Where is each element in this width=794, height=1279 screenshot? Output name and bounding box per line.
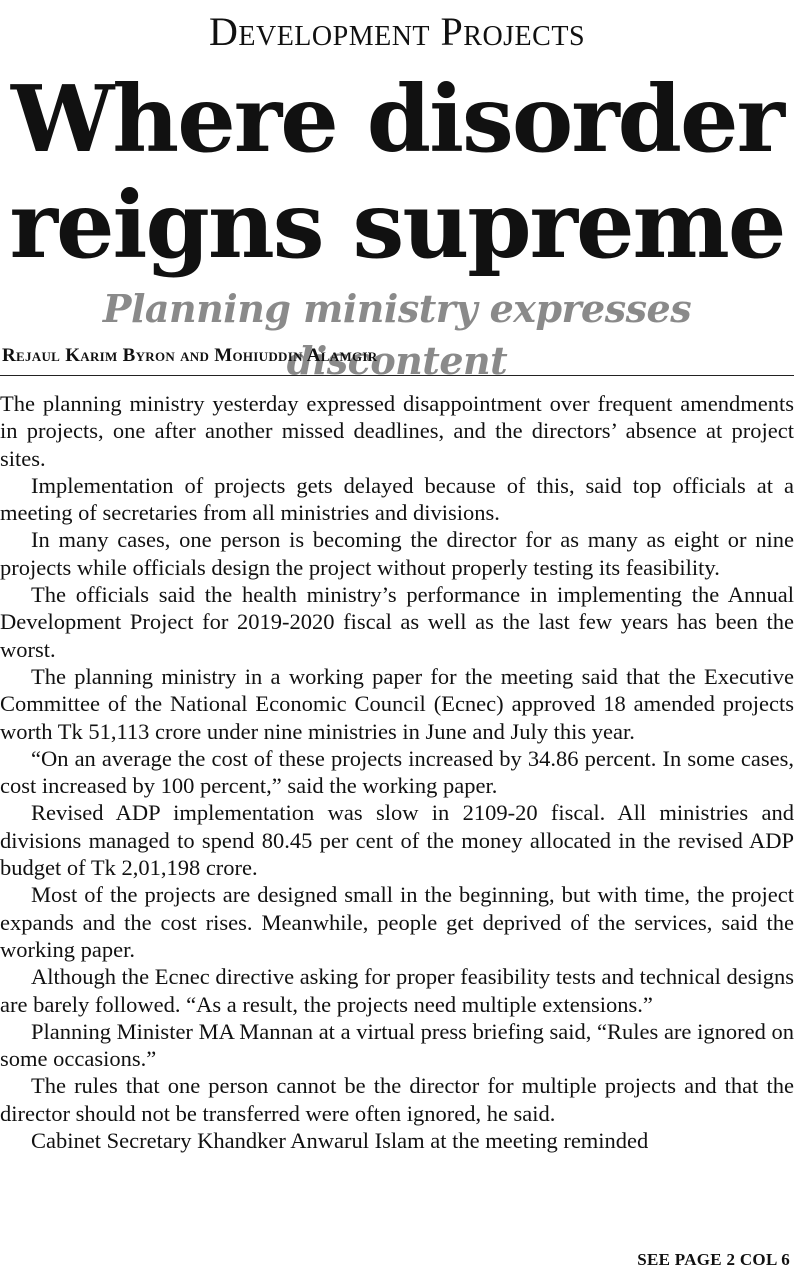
headline-line-1: Where disorder xyxy=(10,65,783,173)
article-body xyxy=(0,390,794,1154)
paragraph: Revised ADP implementation was slow in 2109-20 fiscal. All ministries and divisions managed to spend 80.45 per cent of the money allocated in the revised ADP budget of Tk 2,01,198 crore. xyxy=(0,800,794,881)
paragraph: Although the Ecnec directive asking for proper feasibility tests and technical designs are barely followed. “As a result, the projects need multiple extensions.” xyxy=(0,964,794,1017)
headline xyxy=(0,66,794,278)
paragraph: Most of the projects are designed small in the beginning, but with time, the project expands and the cost rises. Meanwhile, people get deprived of the services, said the working paper. xyxy=(0,882,794,962)
paragraph: Planning Minister MA Mannan at a virtual press briefing said, “Rules are ignored on some occasions.” xyxy=(0,1018,794,1072)
paragraph: “On an average the cost of these projects increased by 34.86 percent. In some cases, cost increased by 100 percent,” said the working paper. xyxy=(0,745,794,799)
section-kicker: Development Projects xyxy=(208,9,586,54)
byline-divider xyxy=(0,375,794,376)
subheadline: Planning ministry expresses discontent xyxy=(102,286,692,383)
paragraph: Cabinet Secretary Khandker Anwarul Islam at the meeting reminded xyxy=(31,1128,649,1154)
paragraph: The planning ministry in a working paper for the meeting said that the Executive Committee of the National Economic Council (Ecnec) approved 18 amended projects worth Tk 51,113 crore under nine ministries in June and July this year. xyxy=(0,663,794,744)
paragraph: In many cases, one person is becoming the director for as many as eight or nine projects while officials design the project without properly testing its feasibility. xyxy=(0,527,794,580)
paragraph: The rules that one person cannot be the director for multiple projects and that the director should not be transferred were often ignored, he said. xyxy=(0,1073,794,1126)
headline-line-2: reigns supreme xyxy=(9,171,785,279)
paragraph: The officials said the health ministry’s performance in implementing the Annual Development Project for 2019-2020 fiscal as well as the last few years has been the worst. xyxy=(0,582,794,662)
byline: Rejaul Karim Byron and Mohiuddin Alamgir xyxy=(2,345,378,366)
continuation-line: SEE PAGE 2 COL 6 xyxy=(637,1250,790,1269)
paragraph: Implementation of projects gets delayed because of this, said top officials at a meeting of secretaries from all ministries and divisions. xyxy=(0,472,794,526)
paragraph: The planning ministry yesterday expressed disappointment over frequent amendments in projects, one after another missed deadlines, and the directors’ absence at project sites. xyxy=(0,391,794,471)
